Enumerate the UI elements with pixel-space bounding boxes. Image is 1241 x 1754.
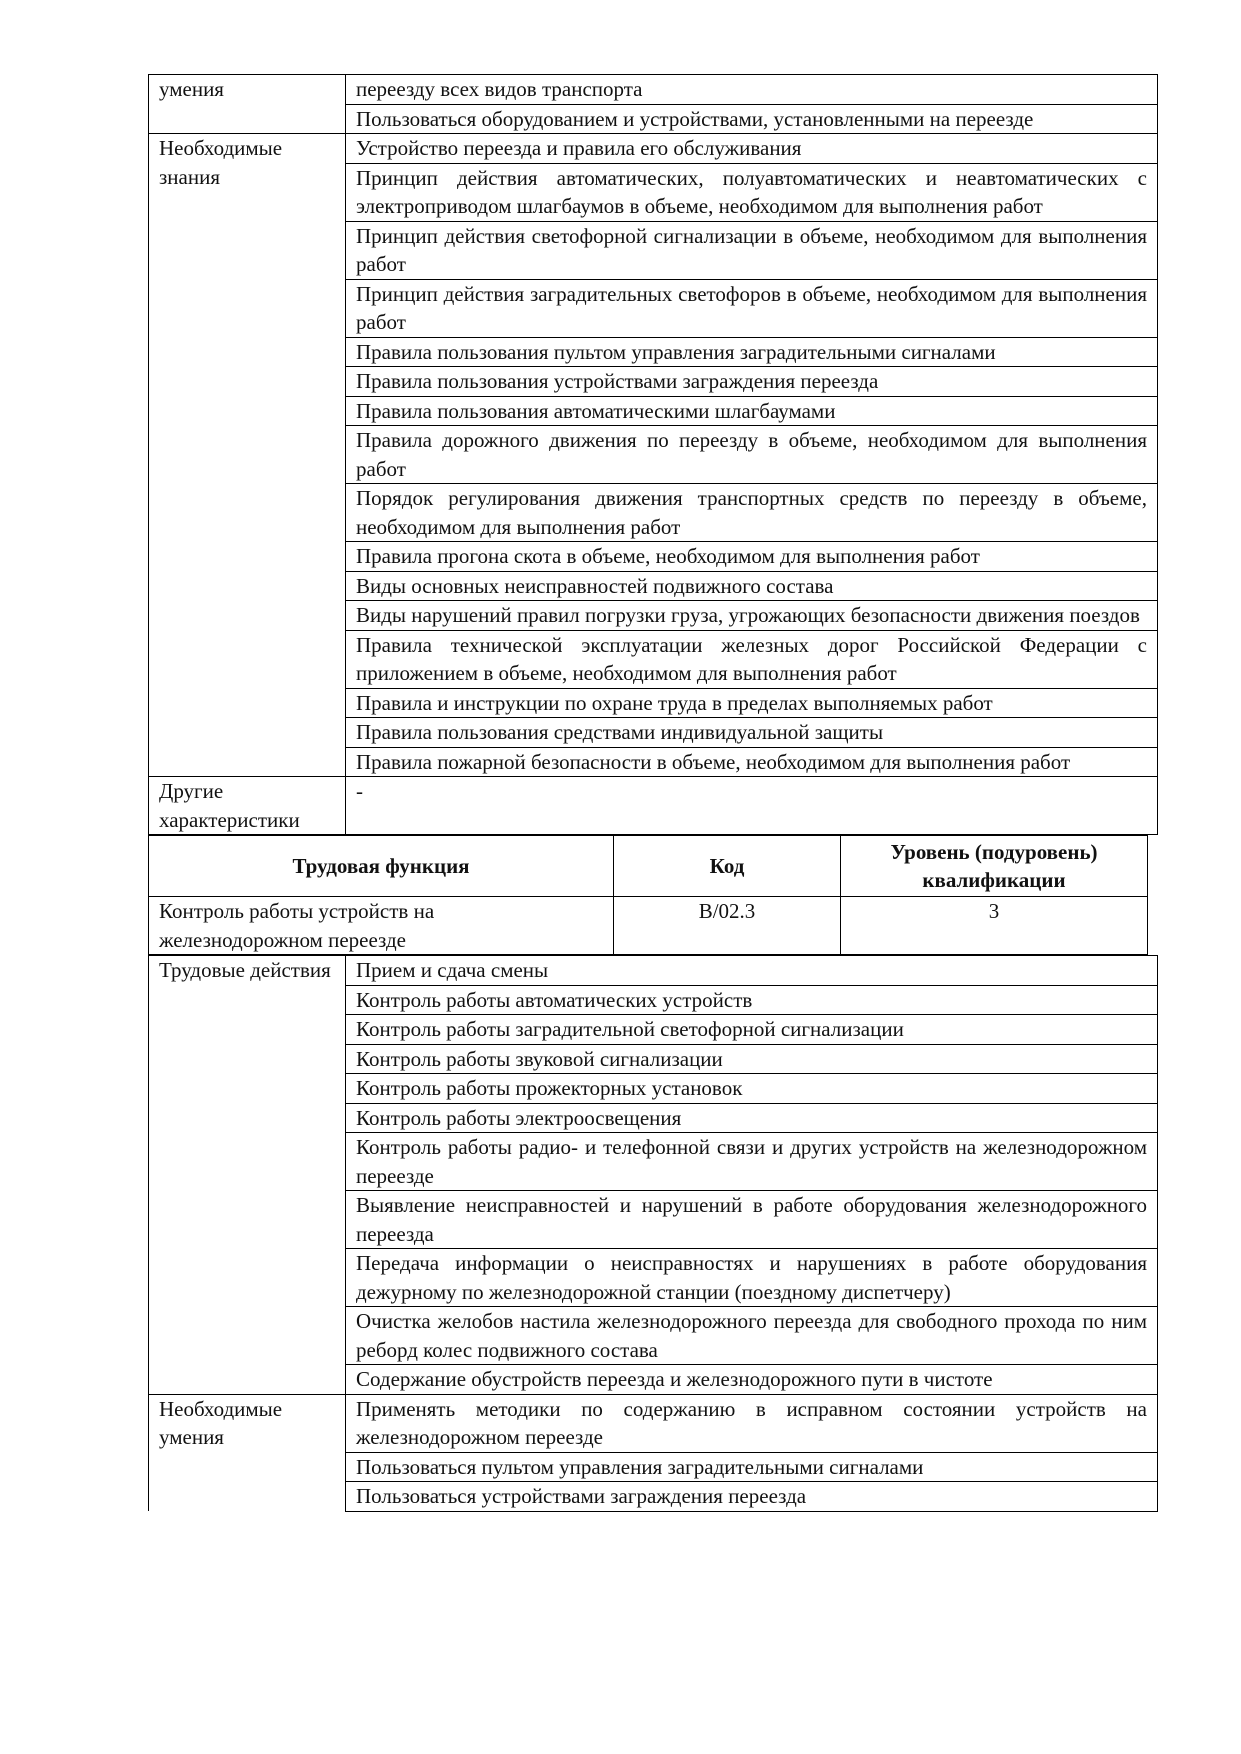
action-item: Содержание обустройств переезда и железнодорожного пути в чистоте	[346, 1365, 1158, 1395]
skill-item: Пользоваться устройствами заграждения переезда	[346, 1482, 1158, 1512]
knowledge-item: Правила пожарной безопасности в объеме, необходимом для выполнения работ	[346, 747, 1158, 777]
competency-table-2	[148, 955, 1158, 1512]
action-item: Контроль работы автоматических устройств	[346, 985, 1158, 1015]
knowledge-item: Правила технической эксплуатации железных дорог Российской Федерации с приложением в объеме, необходимом для выполнения работ	[346, 630, 1158, 688]
function-code: В/02.3	[614, 897, 841, 955]
knowledge-item: Правила прогона скота в объеме, необходимом для выполнения работ	[346, 542, 1158, 572]
action-item: Выявление неисправностей и нарушений в работе оборудования железнодорожного переезда	[346, 1191, 1158, 1249]
action-item: Передача информации о неисправностях и нарушениях в работе оборудования дежурному по железнодорожной станции (поездному диспетчеру)	[346, 1249, 1158, 1307]
action-item: Контроль работы заградительной светофорной сигнализации	[346, 1015, 1158, 1045]
action-item: Контроль работы прожекторных установок	[346, 1074, 1158, 1104]
knowledge-item: Правила и инструкции по охране труда в пределах выполняемых работ	[346, 688, 1158, 718]
skills-label: умения	[149, 75, 346, 134]
other-label: Другие характеристики	[149, 777, 346, 835]
knowledge-item: Принцип действия автоматических, полуавтоматических и неавтоматических с электроприводом шлагбаумов в объеме, необходимом для выполнения работ	[346, 163, 1158, 221]
function-level: 3	[841, 897, 1148, 955]
skill-item: Пользоваться пультом управления заградительными сигналами	[346, 1452, 1158, 1482]
knowledge-item: Виды нарушений правил погрузки груза, угрожающих безопасности движения поездов	[346, 601, 1158, 631]
knowledge-item: Виды основных неисправностей подвижного состава	[346, 571, 1158, 601]
skill-item: переезду всех видов транспорта	[346, 75, 1158, 105]
header-code: Код	[614, 836, 841, 897]
action-item: Прием и сдача смены	[346, 956, 1158, 986]
knowledge-item: Порядок регулирования движения транспортных средств по переезду в объеме, необходимом для выполнения работ	[346, 484, 1158, 542]
skills-label-2: Необходимые умения	[149, 1394, 346, 1511]
knowledge-item: Правила пользования устройствами заграждения переезда	[346, 367, 1158, 397]
knowledge-item: Устройство переезда и правила его обслуживания	[346, 134, 1158, 164]
action-item: Контроль работы звуковой сигнализации	[346, 1044, 1158, 1074]
knowledge-label: Необходимые знания	[149, 134, 346, 777]
action-item: Контроль работы радио- и телефонной связи и других устройств на железнодорожном переезде	[346, 1133, 1158, 1191]
skill-item: Пользоваться оборудованием и устройствами, установленными на переезде	[346, 104, 1158, 134]
knowledge-item: Принцип действия светофорной сигнализации в объеме, необходимом для выполнения работ	[346, 221, 1158, 279]
actions-label: Трудовые действия	[149, 956, 346, 1395]
competency-table-1	[148, 74, 1158, 835]
labor-function-table	[148, 835, 1148, 955]
document-page	[148, 74, 1158, 1512]
header-level: Уровень (подуровень) квалификации	[841, 836, 1148, 897]
skill-item: Применять методики по содержанию в исправном состоянии устройств на железнодорожном переезде	[346, 1394, 1158, 1452]
knowledge-item: Принцип действия заградительных светофоров в объеме, необходимом для выполнения работ	[346, 279, 1158, 337]
action-item: Очистка желобов настила железнодорожного переезда для свободного прохода по ним реборд колес подвижного состава	[346, 1307, 1158, 1365]
action-item: Контроль работы электроосвещения	[346, 1103, 1158, 1133]
function-name: Контроль работы устройств на железнодорожном переезде	[149, 897, 614, 955]
header-function: Трудовая функция	[149, 836, 614, 897]
knowledge-item: Правила пользования автоматическими шлагбаумами	[346, 396, 1158, 426]
knowledge-item: Правила пользования средствами индивидуальной защиты	[346, 718, 1158, 748]
knowledge-item: Правила пользования пультом управления заградительными сигналами	[346, 337, 1158, 367]
knowledge-item: Правила дорожного движения по переезду в объеме, необходимом для выполнения работ	[346, 426, 1158, 484]
other-value: -	[346, 777, 1158, 835]
